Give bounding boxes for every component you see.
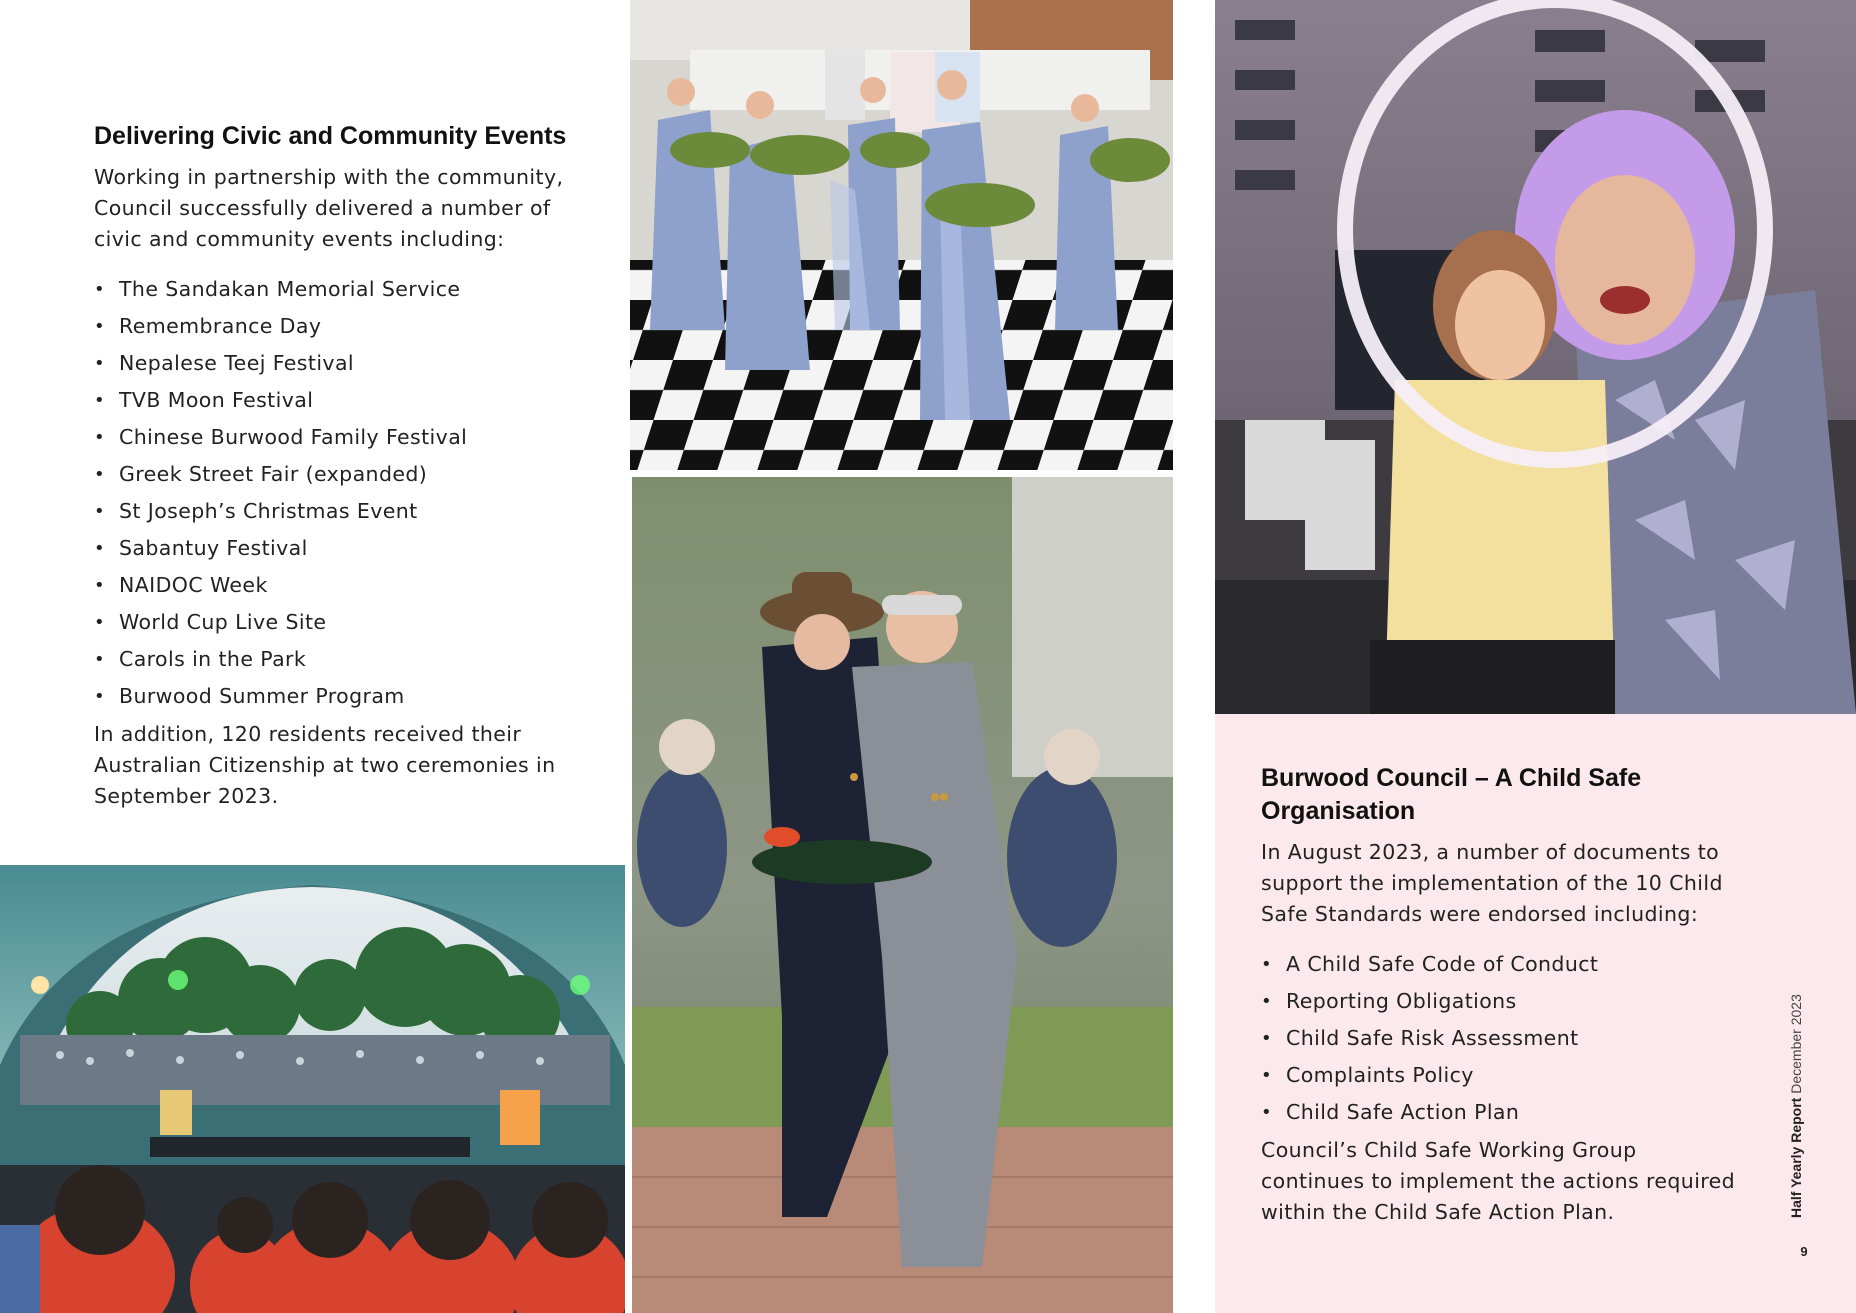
page-number: 9 — [1800, 1244, 1808, 1259]
events-closing: In addition, 120 residents received their Australian Citizenship at two ceremonies in September 2023. — [94, 722, 556, 808]
event-list-item: • NAIDOC Week — [94, 567, 614, 604]
event-list-item: • TVB Moon Festival — [94, 382, 614, 419]
event-list-item: • The Sandakan Memorial Service — [94, 271, 614, 308]
child-safe-closing: Council’s Child Safe Working Group continues to implement the actions required within the Child Safe Action Plan. — [1261, 1138, 1736, 1224]
events-list — [94, 271, 614, 715]
child-safe-document-item: • Child Safe Action Plan — [1261, 1094, 1741, 1131]
greek-street-fair-photo — [630, 0, 1173, 470]
events-intro: Working in partnership with the community, Council successfully delivered a number of civic and community events including: — [94, 165, 564, 251]
child-safe-list — [1261, 946, 1741, 1131]
event-list-item: • Carols in the Park — [94, 641, 614, 678]
hula-hoop-performer-photo — [1215, 0, 1856, 714]
remembrance-day-photo — [632, 477, 1173, 1313]
child-safe-heading: Burwood Council – A Child Safe Organisation — [1261, 764, 1642, 825]
child-safe-document-item: • Child Safe Risk Assessment — [1261, 1020, 1741, 1057]
event-list-item: • Sabantuy Festival — [94, 530, 614, 567]
event-list-item: • St Joseph’s Christmas Event — [94, 493, 614, 530]
event-list-item: • World Cup Live Site — [94, 604, 614, 641]
event-list-item: • Greek Street Fair (expanded) — [94, 456, 614, 493]
event-list-item: • Chinese Burwood Family Festival — [94, 419, 614, 456]
report-footer-label — [1786, 994, 1806, 1218]
event-list-item: • Burwood Summer Program — [94, 678, 614, 715]
carols-in-the-park-photo — [0, 865, 625, 1313]
event-list-item: • Remembrance Day — [94, 308, 614, 345]
report-title: Half Yearly Report — [1788, 1097, 1804, 1218]
child-safe-document-item: • Reporting Obligations — [1261, 983, 1741, 1020]
child-safe-document-item: • A Child Safe Code of Conduct — [1261, 946, 1741, 983]
events-heading: Delivering Civic and Community Events — [94, 122, 567, 150]
report-date: December 2023 — [1788, 994, 1804, 1094]
child-safe-intro: In August 2023, a number of documents to support the implementation of the 10 Child Safe Standards were endorsed including: — [1261, 840, 1723, 926]
child-safe-document-item: • Complaints Policy — [1261, 1057, 1741, 1094]
event-list-item: • Nepalese Teej Festival — [94, 345, 614, 382]
